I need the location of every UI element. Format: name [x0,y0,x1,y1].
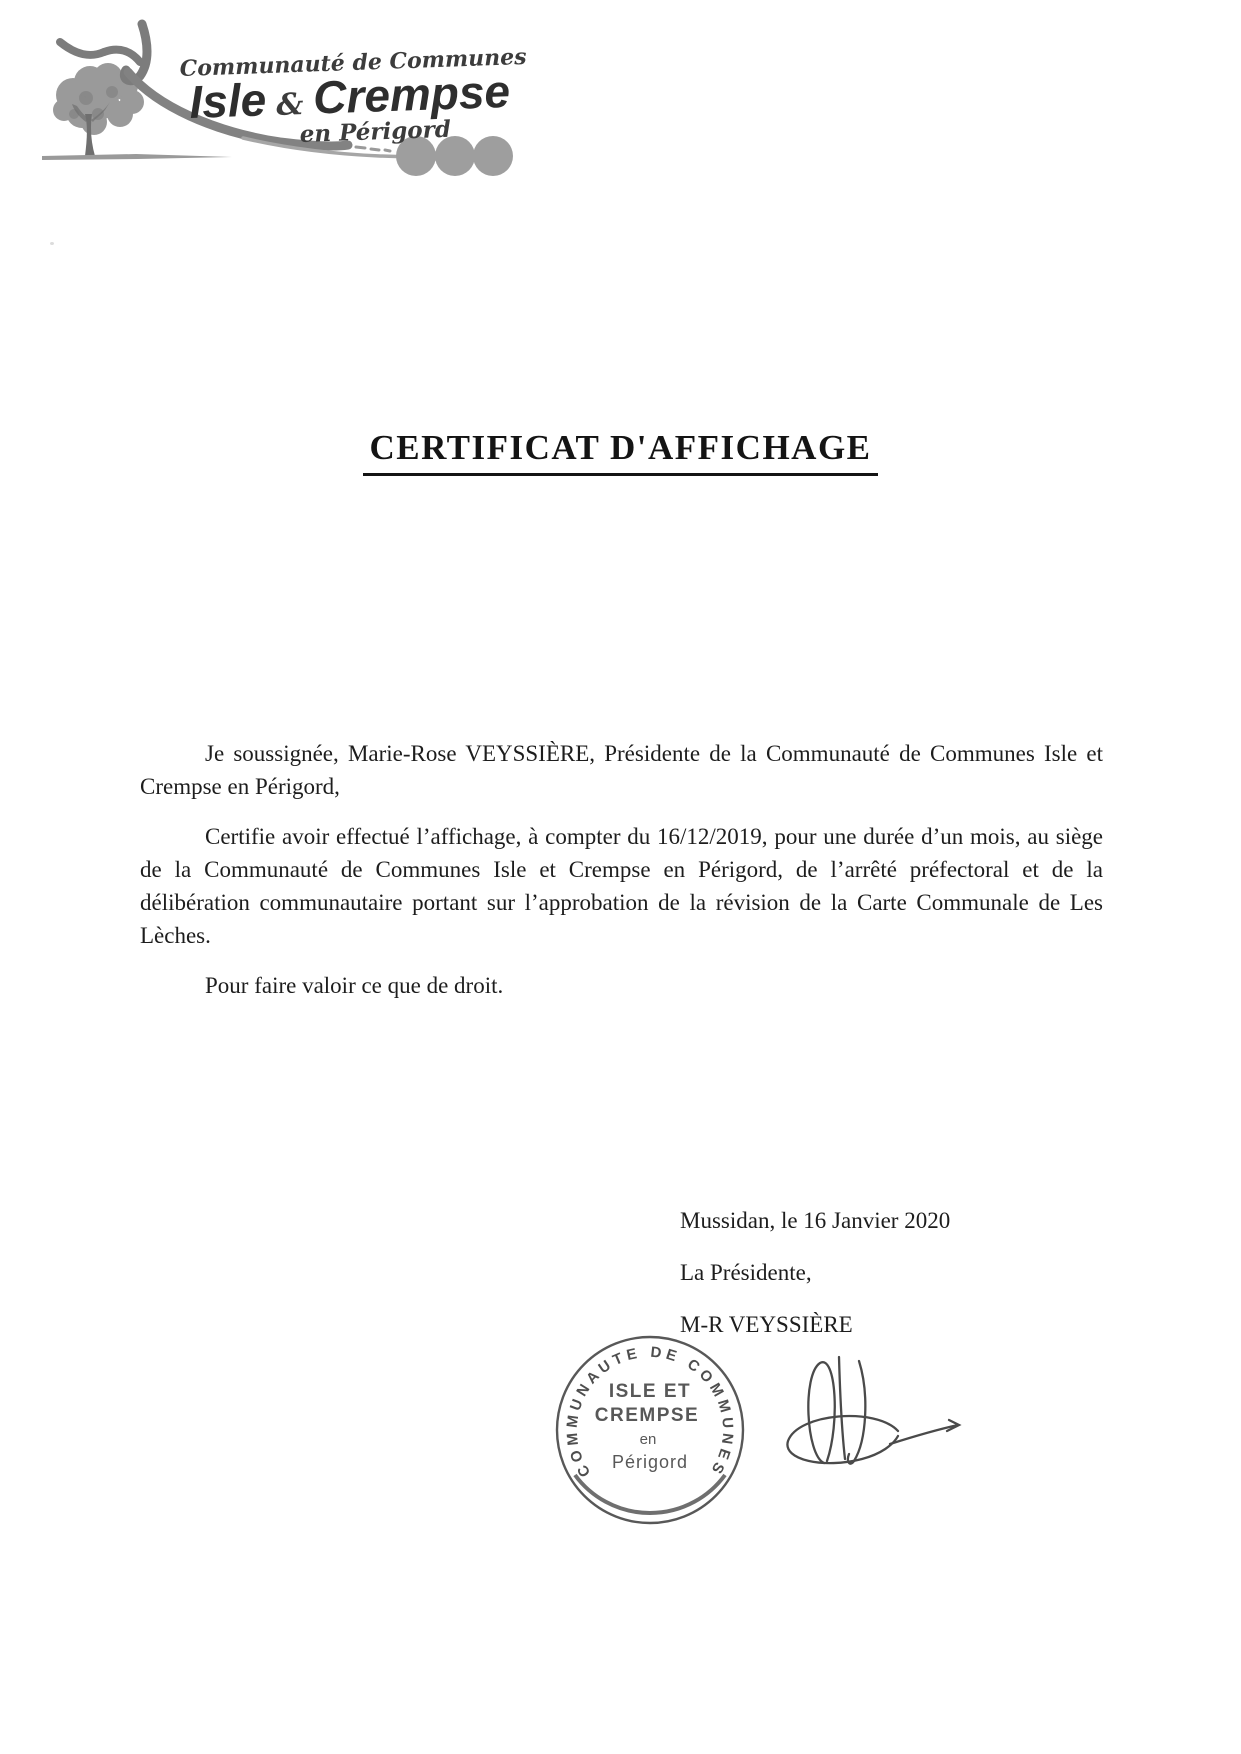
handwritten-signature [780,1345,980,1495]
signer-role-line: La Présidente, [680,1260,812,1285]
stamp-center-line2: CREMPSE [594,1405,700,1426]
stamp-center-line4: Périgord [611,1452,689,1472]
stamp-center-line1: ISLE ET [608,1381,692,1402]
signer-name-line: M-R VEYSSIÈRE [680,1312,853,1337]
page-title: CERTIFICAT D'AFFICHAGE [363,428,877,476]
place-date-line: Mussidan, le 16 Janvier 2020 [680,1208,951,1233]
logo-name-isle: Isle [188,73,268,128]
scan-artifact [50,242,54,245]
stamp-outer-circle [557,1337,743,1523]
stamp-ring-text: COMMUNAUTE DE COMMUNES [563,1343,737,1481]
paragraph-introduction: Je soussignée, Marie-Rose VEYSSIÈRE, Présidente de la Communauté de Communes Isle et Crempse en Périgord, [140,741,1103,799]
logo-graphic [28,10,568,190]
letter-body [140,737,1103,1019]
logo-name-ampersand: & [275,87,305,123]
logo-name-crempse: Crempse [312,64,511,124]
official-round-stamp [545,1325,755,1535]
stamp-center-line3: en [639,1431,657,1448]
logo-line3: en Périgord [299,115,452,148]
paragraph-certification: Certifie avoir effectué l’affichage, à compter du 16/12/2019, pour une durée d’un mois, au siège de la Communauté de Communes Isle et Crempse en Périgord, de l’arrêté préfectoral et de la délibération communautaire portant sur l’approbation de la révision de la Carte Communale de Les Lèches. [140,824,1103,948]
paragraph-closing: Pour faire valoir ce que de droit. [205,973,504,998]
signature-strokes [780,1345,980,1495]
logo-line1: Communauté de Communes [179,43,527,82]
stamp-graphic [545,1325,755,1535]
title-row [0,428,1241,476]
community-logo [28,10,568,190]
